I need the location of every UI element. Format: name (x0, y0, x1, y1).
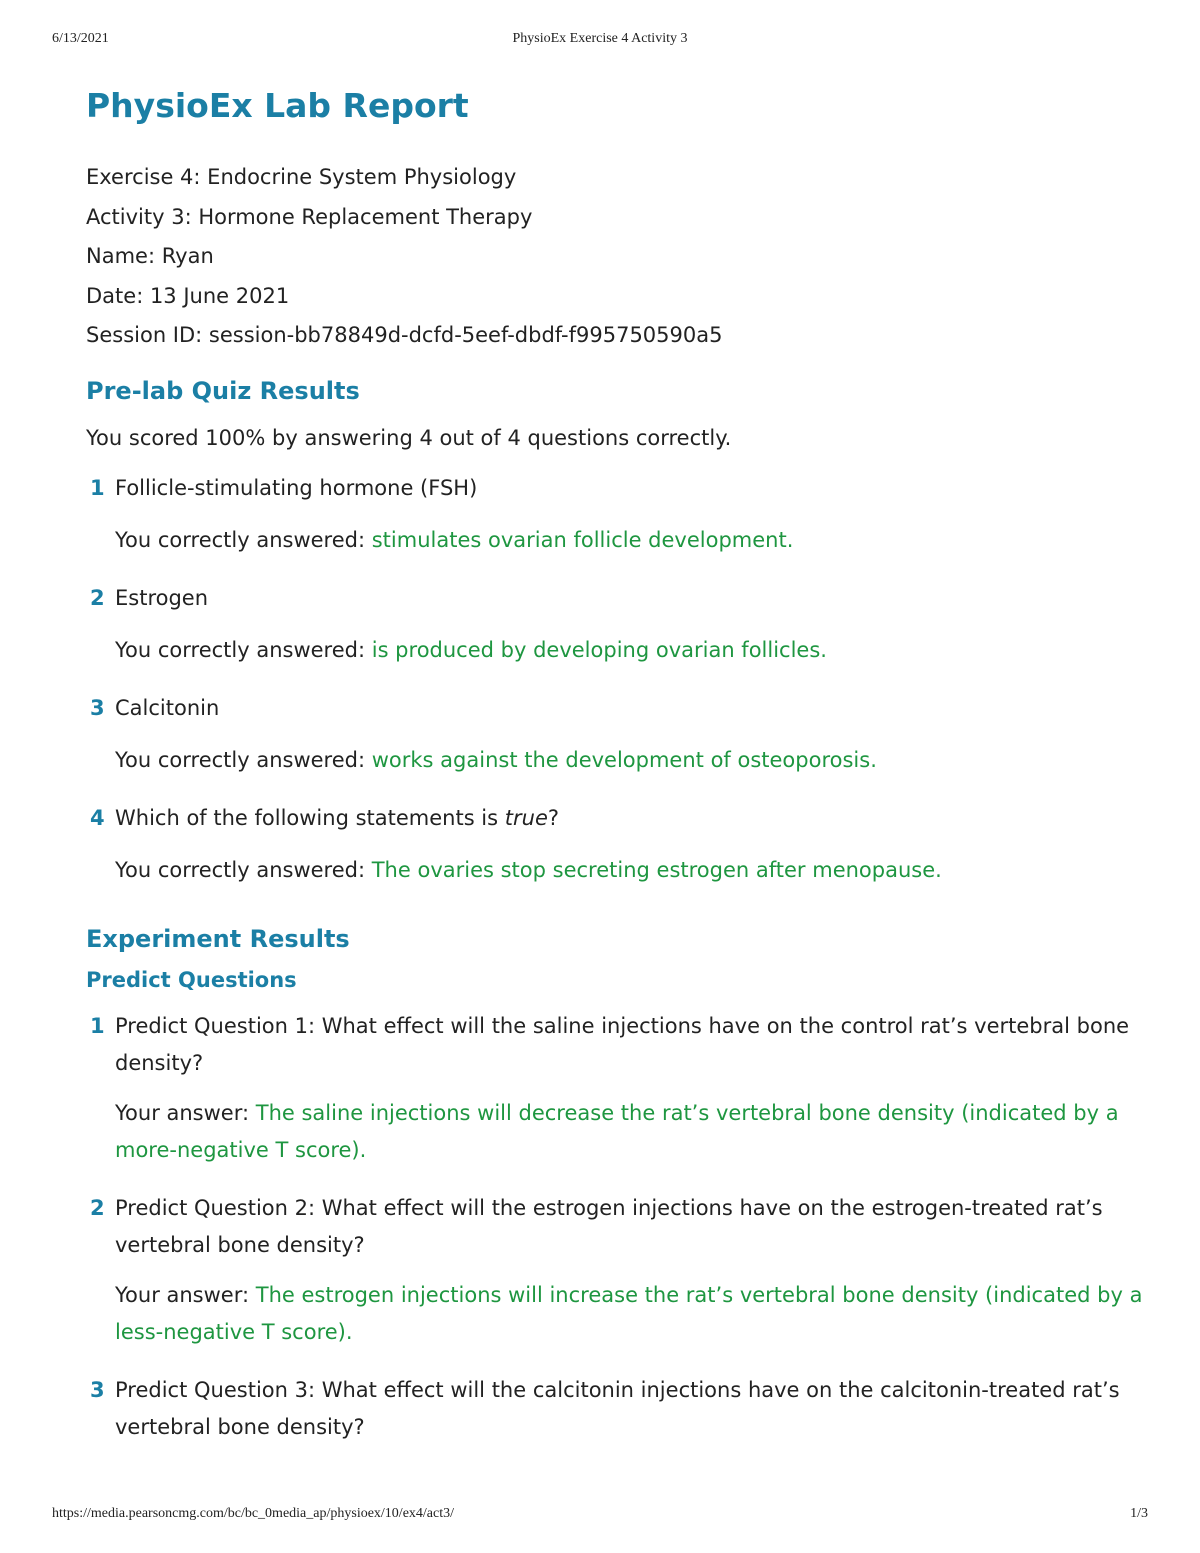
question-text: Predict Question 2: What effect will the estrogen injections have on the estrogen-treated rat’s vertebral bone density? (115, 1195, 1103, 1257)
report-meta (86, 158, 1146, 356)
emphasis-true: true (504, 805, 548, 830)
question-number: 4 (90, 805, 105, 830)
question-number: 1 (90, 475, 105, 500)
answer-text: is produced by developing ovarian follicles. (371, 637, 827, 662)
print-date: 6/13/2021 (52, 31, 109, 46)
question-text: Predict Question 1: What effect will the saline injections have on the control rat’s vertebral bone density? (115, 1013, 1130, 1075)
question-answer (115, 852, 1146, 889)
answer-label: You correctly answered: (115, 747, 372, 772)
question-number: 2 (90, 1195, 105, 1220)
answer-text: The estrogen injections will increase the rat’s vertebral bone density (indicated by a less-negative T score). (115, 1282, 1143, 1344)
page-number: 1/3 (1130, 1506, 1148, 1521)
lab-report (86, 84, 1146, 1446)
print-footer (52, 1506, 1148, 1526)
answer-label: You correctly answered: (115, 637, 372, 662)
predict-questions-heading: Predict Questions (86, 967, 297, 992)
predict-question (86, 1190, 1146, 1351)
question-number: 3 (90, 1377, 105, 1402)
question-text: Predict Question 3: What effect will the calcitonin injections have on the calcitonin-treated rat’s vertebral bone density? (115, 1377, 1120, 1439)
prelab-heading: Pre-lab Quiz Results (86, 376, 360, 405)
question-answer (115, 522, 1146, 559)
predict-question (86, 1372, 1146, 1446)
date-line: Date: 13 June 2021 (86, 283, 290, 308)
prelab-question (86, 690, 1146, 779)
question-answer (115, 1095, 1146, 1169)
activity-line: Activity 3: Hormone Replacement Therapy (86, 204, 533, 229)
answer-label: Your answer: (115, 1282, 256, 1307)
print-url: https://media.pearsoncmg.com/bc/bc_0media_ap/physioex/10/ex4/act3/ (52, 1506, 455, 1521)
session-line: Session ID: session-bb78849d-dcfd-5eef-dbdf-f995750590a5 (86, 323, 723, 347)
experiment-heading: Experiment Results (86, 924, 350, 953)
prelab-question (86, 800, 1146, 889)
question-text: Which of the following statements is true? (115, 805, 560, 830)
question-text: Estrogen (115, 585, 209, 610)
prelab-question (86, 580, 1146, 669)
question-answer (115, 1277, 1146, 1351)
question-number: 1 (90, 1013, 105, 1038)
answer-label: Your answer: (115, 1100, 256, 1125)
predict-question (86, 1008, 1146, 1169)
prelab-summary: You scored 100% by answering 4 out of 4 questions correctly. (86, 425, 732, 450)
exercise-line: Exercise 4: Endocrine System Physiology (86, 165, 517, 189)
answer-label: You correctly answered: (115, 857, 372, 882)
answer-text: works against the development of osteoporosis. (371, 747, 877, 772)
question-text: Calcitonin (115, 695, 220, 720)
answer-text: The ovaries stop secreting estrogen after menopause. (371, 857, 942, 882)
answer-label: You correctly answered: (115, 527, 372, 552)
question-number: 3 (90, 695, 105, 720)
prelab-question (86, 470, 1146, 559)
question-number: 2 (90, 585, 105, 610)
print-header (52, 31, 1148, 51)
question-answer (115, 742, 1146, 779)
answer-text: The saline injections will decrease the rat’s vertebral bone density (indicated by a more-negative T score). (115, 1100, 1119, 1162)
question-answer (115, 632, 1146, 669)
answer-text: stimulates ovarian follicle development. (371, 527, 794, 552)
report-title: PhysioEx Lab Report (86, 86, 469, 125)
name-line: Name: Ryan (86, 244, 214, 268)
question-text: Follicle-stimulating hormone (FSH) (115, 475, 478, 500)
print-title: PhysioEx Exercise 4 Activity 3 (512, 31, 688, 46)
